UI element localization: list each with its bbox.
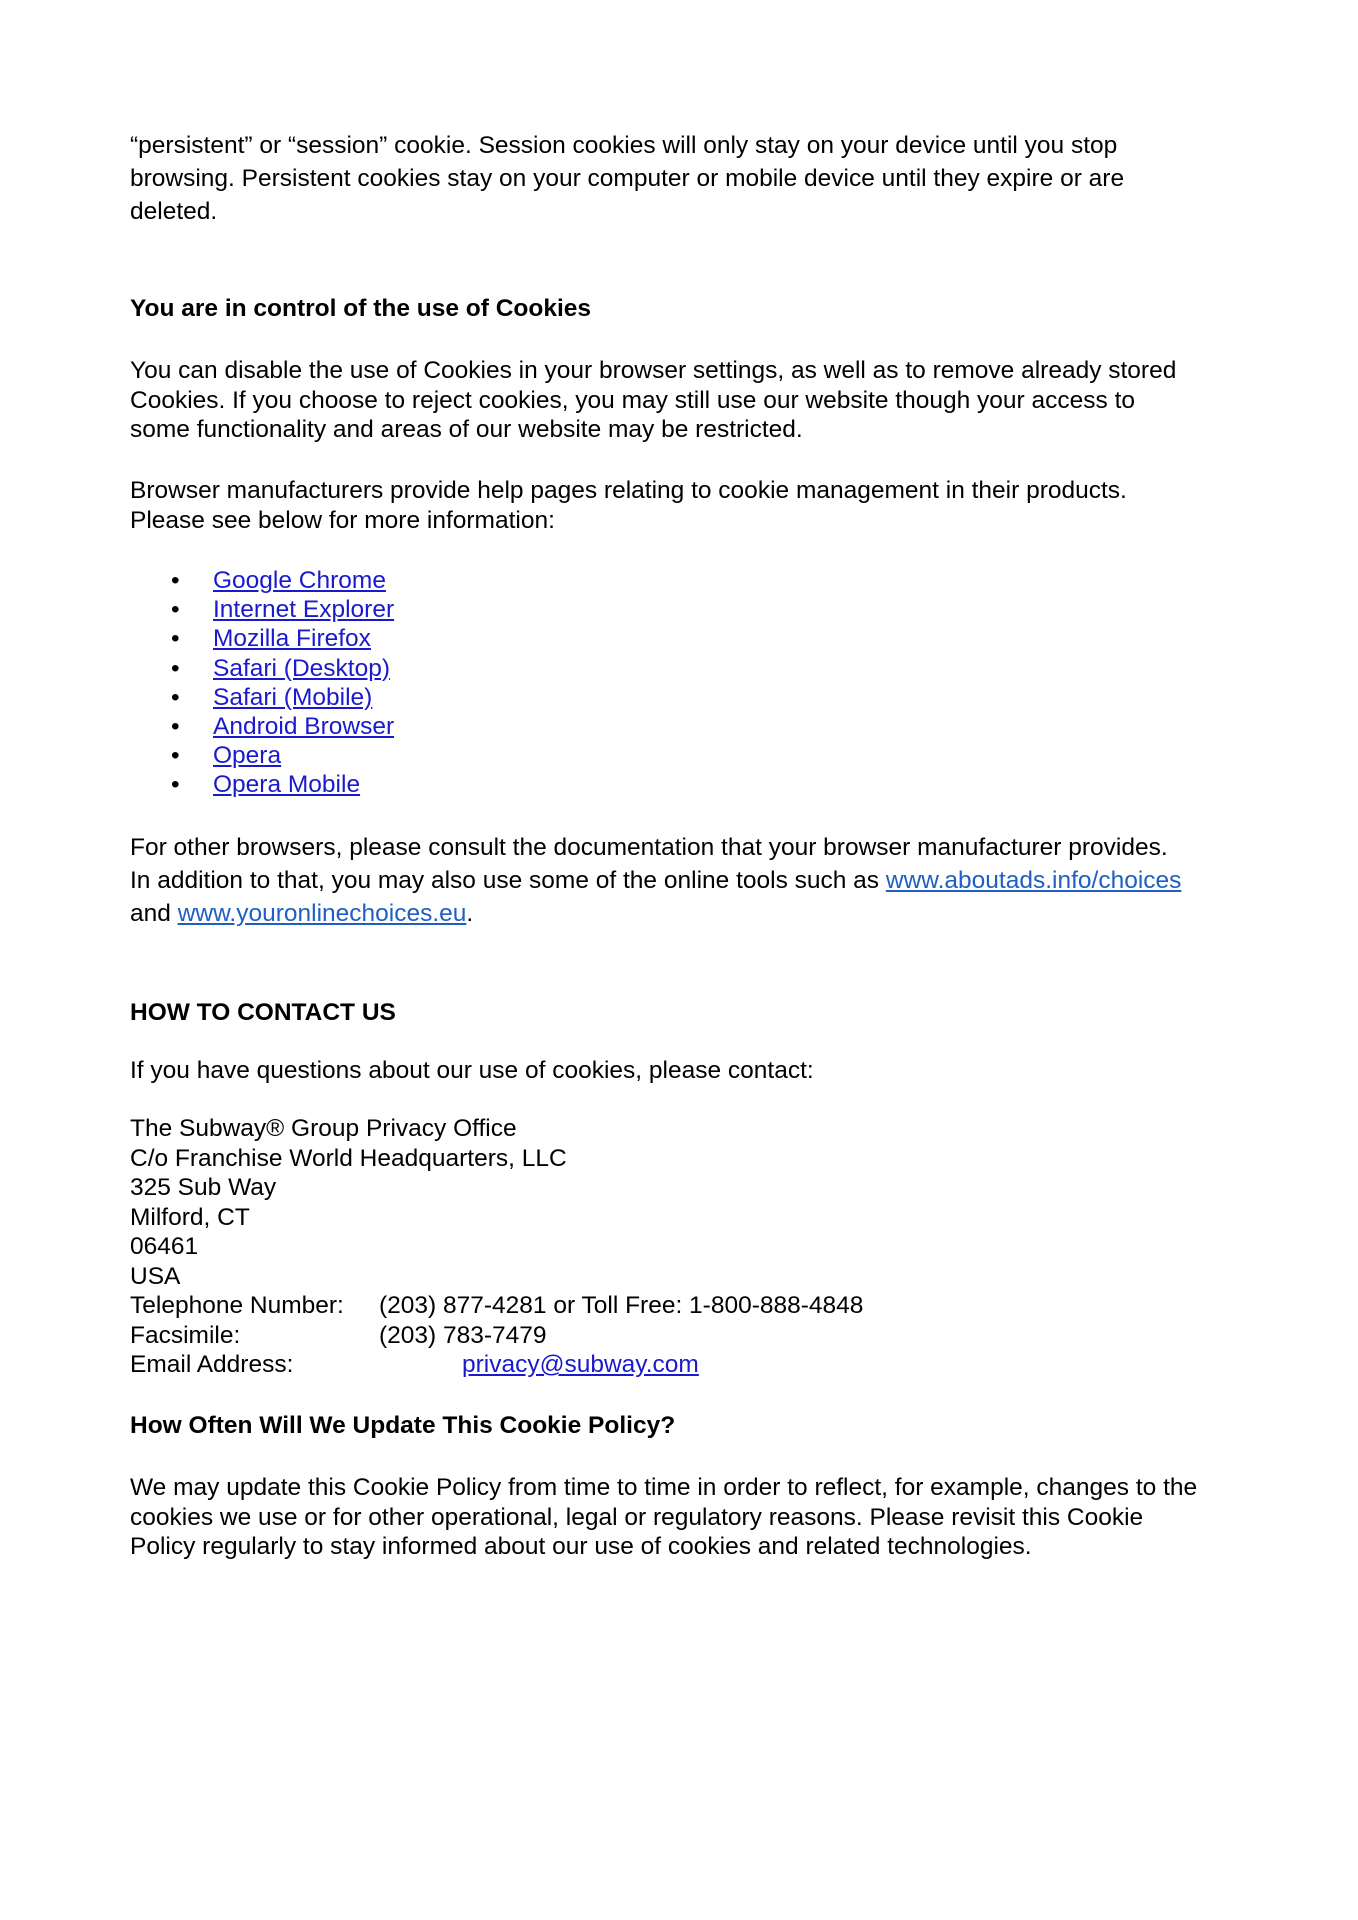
- browser-help-list: [130, 566, 1240, 800]
- bullet-icon: •: [171, 742, 180, 770]
- control-section: [130, 294, 1240, 324]
- paragraph-line: some functionality and areas of our website may be restricted.: [130, 416, 803, 443]
- text-span: and: [130, 900, 178, 927]
- address-line: The Subway® Group Privacy Office: [130, 1115, 517, 1142]
- bullet-icon: •: [171, 567, 180, 594]
- control-paragraph-1: [130, 356, 1240, 445]
- contact-address: [130, 1114, 1240, 1380]
- fax-label: Facsimile:: [130, 1321, 241, 1349]
- email-row: [130, 1350, 1240, 1380]
- internet-explorer-link[interactable]: Internet Explorer: [213, 596, 395, 624]
- update-heading: How Often Will We Update This Cookie Policy?: [130, 1412, 676, 1439]
- mozilla-firefox-link[interactable]: Mozilla Firefox: [213, 625, 371, 653]
- bullet-icon: •: [171, 683, 180, 711]
- intro-paragraph: [130, 129, 1240, 228]
- telephone-value: (203) 877-4281 or Toll Free: 1-800-888-4848: [379, 1292, 864, 1319]
- address-line: USA: [130, 1262, 181, 1290]
- intro-line: “persistent” or “session” cookie. Session cookies will only stay on your device until you stop: [130, 132, 1118, 159]
- address-line: Milford, CT: [130, 1203, 250, 1231]
- list-item: [130, 712, 1240, 741]
- contact-intro: [130, 1056, 1240, 1086]
- paragraph-line: [130, 864, 1240, 897]
- paragraph-line: Browser manufacturers provide help pages relating to cookie management in their products.: [130, 477, 1127, 504]
- bullet-icon: •: [171, 654, 180, 682]
- list-item: [130, 741, 1240, 770]
- update-paragraph: [130, 1473, 1240, 1562]
- intro-line: deleted.: [130, 198, 218, 225]
- bullet-icon: •: [171, 771, 180, 799]
- list-item: [130, 770, 1240, 799]
- paragraph-line: We may update this Cookie Policy from time to time in order to reflect, for example, changes to the: [130, 1474, 1198, 1501]
- paragraph-line: Please see below for more information:: [130, 506, 555, 534]
- address-line: 06461: [130, 1233, 199, 1260]
- paragraph-line: You can disable the use of Cookies in your browser settings, as well as to remove already stored: [130, 357, 1177, 384]
- intro-line: browsing. Persistent cookies stay on your computer or mobile device until they expire or are: [130, 165, 1125, 192]
- email-link[interactable]: privacy@subway.com: [462, 1351, 699, 1378]
- update-section: [130, 1411, 1240, 1441]
- list-item: [130, 683, 1240, 712]
- control-paragraph-2: [130, 476, 1240, 535]
- bullet-icon: •: [171, 713, 180, 741]
- android-browser-link[interactable]: Android Browser: [213, 713, 395, 741]
- google-chrome-link[interactable]: Google Chrome: [213, 567, 386, 594]
- paragraph-line: Cookies. If you choose to reject cookies, you may still use our website though your access to: [130, 386, 1136, 414]
- control-heading: You are in control of the use of Cookies: [130, 295, 592, 322]
- address-line: C/o Franchise World Headquarters, LLC: [130, 1144, 567, 1172]
- contact-heading: HOW TO CONTACT US: [130, 999, 396, 1026]
- address-line: 325 Sub Way: [130, 1174, 277, 1201]
- safari-desktop-link[interactable]: Safari (Desktop): [213, 654, 391, 682]
- opera-link[interactable]: Opera: [213, 742, 282, 770]
- list-item: [130, 566, 1240, 595]
- paragraph-line: For other browsers, please consult the documentation that your browser manufacturer provides.: [130, 834, 1168, 861]
- paragraph-line: [130, 897, 1240, 930]
- contact-section: [130, 998, 1240, 1028]
- email-label: Email Address:: [130, 1351, 294, 1378]
- youronlinechoices-link[interactable]: www.youronlinechoices.eu: [177, 900, 467, 927]
- safari-mobile-link[interactable]: Safari (Mobile): [213, 683, 373, 711]
- aboutads-link[interactable]: www.aboutads.info/choices: [885, 867, 1182, 894]
- paragraph-line: cookies we use or for other operational, legal or regulatory reasons. Please revisit this Cookie: [130, 1503, 1144, 1531]
- other-browsers-paragraph: [130, 831, 1240, 930]
- fax-row: [130, 1321, 1240, 1351]
- paragraph-line: Policy regularly to stay informed about our use of cookies and related technologies.: [130, 1533, 1032, 1560]
- text-span: .: [466, 900, 474, 927]
- list-item: [130, 595, 1240, 624]
- telephone-label: Telephone Number:: [130, 1292, 344, 1319]
- list-item: [130, 654, 1240, 683]
- fax-value: (203) 783-7479: [379, 1321, 547, 1349]
- bullet-icon: •: [171, 596, 180, 624]
- telephone-row: [130, 1291, 1240, 1321]
- contact-intro-text: If you have questions about our use of cookies, please contact:: [130, 1057, 814, 1084]
- bullet-icon: •: [171, 625, 180, 653]
- text-span: In addition to that, you may also use some of the online tools such as: [130, 867, 886, 894]
- opera-mobile-link[interactable]: Opera Mobile: [213, 771, 361, 799]
- list-item: [130, 624, 1240, 653]
